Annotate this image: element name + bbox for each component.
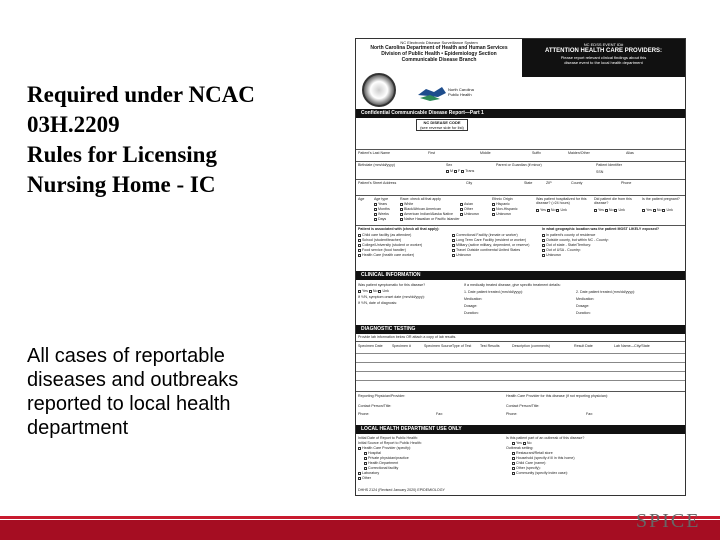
race-other: Other [460, 207, 473, 211]
assoc-healthcare: Health Care (health care worker) [362, 253, 415, 257]
field-state: State [524, 181, 533, 185]
lhd-initial-date: Initial Date of Report to Public Health: [358, 436, 418, 440]
clin-med1: Medication: [464, 297, 483, 301]
lhd-laboratory: Laboratory [358, 471, 379, 475]
diag-row-3 [356, 371, 685, 380]
clin-dose2: Dosage: [576, 304, 590, 308]
field-first: First [428, 151, 435, 155]
field-guardian: Parent or Guardian (if minor) [496, 163, 542, 167]
field-last-name: Patient's Last Name [358, 151, 391, 155]
accent-stripe-top [0, 516, 720, 519]
field-age-type: Age type [374, 197, 389, 201]
clin-date2: 2. Date patient treated (mm/dd/yyyy): [576, 290, 636, 294]
phys-reporting: Reporting Physician/Provider: [358, 394, 406, 398]
attention-title: ATTENTION HEALTH CARE PROVIDERS: [544, 48, 663, 54]
field-zip: ZIP [546, 181, 552, 185]
disease-code-label: NC DISEASE CODE [423, 120, 461, 125]
top-left-note: NC Electronic Disease Surveillance System [400, 40, 478, 45]
ethnic-nonhispanic: Non-Hispanic [492, 207, 518, 211]
lhd-setting: Outbreak setting: [506, 446, 534, 450]
sex-f: F [458, 169, 461, 173]
disease-code-box [416, 119, 468, 131]
logo-text-2: Public Health [448, 92, 472, 97]
diagnostic-bar: DIAGNOSTIC TESTING [356, 325, 685, 334]
dob-row [356, 161, 685, 177]
field-race: Race: check all that apply [400, 197, 441, 201]
age-years: Years [374, 202, 387, 206]
hcp-phone: Phone: [506, 412, 518, 416]
form-header-left [356, 39, 522, 109]
geo-nc: Outside county, but within NC - County: [546, 238, 609, 242]
hcp-label: Health Care Provider for this disease (if not reporting physician): [506, 394, 609, 398]
phys-phone: Phone: [358, 412, 370, 416]
field-pregnant: Is the patient pregnant? [642, 197, 680, 201]
sex-options [446, 169, 474, 173]
pregnant-yn: Yes No Unk [642, 208, 673, 212]
diag-note: Provide lab information below OR attach a copy of lab results. [358, 335, 457, 339]
field-street: Patient's Street Address [358, 181, 397, 185]
col-lab-name: Lab Name—City/State [614, 344, 650, 348]
assoc-label: Patient is associated with (check all that apply): [358, 227, 440, 231]
clinical-row [356, 281, 685, 323]
patient-name-row [356, 149, 685, 159]
diag-row-2 [356, 362, 685, 371]
clin-symptomatic: Was patient symptomatic for this disease? [358, 283, 426, 287]
dept-line-1: North Carolina Department of Health and Human Services [370, 45, 508, 51]
body-line-3: reported to local health [27, 393, 231, 415]
field-maiden: Maiden/Other [568, 151, 590, 155]
lhd-healthdept: Health Department [364, 461, 398, 465]
clin-treatment: If a medically treated disease, give specific treatment details: [464, 283, 561, 287]
body-line-2: diseases and outbreaks [27, 369, 239, 391]
lhd-childcare: Child Care (name): [512, 461, 546, 465]
field-died: Did patient die from this disease? [594, 197, 632, 205]
hcp-contact: Contact Person/Title: [506, 404, 540, 408]
hcp-fax: Fax: [586, 412, 593, 416]
field-alias: Alias [626, 151, 634, 155]
race-black: Black/African American [400, 207, 441, 211]
spice-logo: SPICE [636, 510, 701, 532]
geo-unknown: Unknown [546, 253, 561, 257]
col-result-date: Result Date [574, 344, 593, 348]
clin-med2: Medication: [576, 297, 595, 301]
lhd-restaurant: Restaurant/Retail store [512, 451, 553, 455]
diag-row-4 [356, 380, 685, 389]
lhd-initial-source: Initial Source of Report to Public Health: [358, 441, 422, 445]
field-phone: Phone [621, 181, 632, 185]
assoc-ltcf: Long Term Care Facility (resident or worker) [456, 238, 527, 242]
lhd-bar: LOCAL HEALTH DEPARTMENT USE ONLY [356, 425, 685, 434]
clin-date1: 1. Date patient treated (mm/dd/yyyy): [464, 290, 524, 294]
attention-box [522, 39, 685, 77]
address-row [356, 179, 685, 193]
col-test-results: Test Results [480, 344, 500, 348]
body-line-4: department [27, 417, 129, 439]
demographics-row [356, 195, 685, 223]
geo-state: Out of state - State/Territory: [546, 243, 592, 247]
col-specimen-source: Specimen Source [424, 344, 453, 348]
died-yn: Yes No Unk [594, 208, 625, 212]
age-weeks: Weeks [374, 212, 389, 216]
lhd-other-setting: Other (specify): [512, 466, 541, 470]
assoc-college: College/University (student or worker) [362, 243, 423, 247]
geo-county: In patient's county of residence [546, 233, 596, 237]
geo-country: Out of USA - Country: [546, 248, 581, 252]
clin-onset: If Y/N, symptom onset date (mm/dd/yyyy): [358, 295, 425, 299]
field-age: Age [358, 197, 365, 201]
dept-line-2: Division of Public Health • Epidemiology Section [381, 51, 497, 57]
lhd-household: Household (specify # ill in this home) [512, 456, 575, 460]
race-asian: Asian [460, 202, 473, 206]
field-county: County [571, 181, 583, 185]
field-middle: Middle [480, 151, 491, 155]
nc-public-health-logo [416, 83, 476, 103]
col-description: Description (comments) [512, 344, 550, 348]
geo-label: In what geographic location was the patient MOST LIKELY exposed? [542, 227, 660, 231]
lhd-hospital: Hospital [364, 451, 381, 455]
accent-band [0, 520, 720, 540]
diag-row-1 [356, 353, 685, 362]
field-patient-id: Patient Identifier [596, 163, 622, 167]
field-hospitalized: Was patient hospitalized for this disease? (>24 hours) [536, 197, 587, 205]
title-line-4: Nursing Home - IC [27, 172, 216, 197]
footer-code: DHHS 2124 (Revised January 2020) EPIDEMIOLOGY [358, 488, 445, 492]
attention-text-1: Please report relevant clinical findings about this [560, 55, 647, 60]
field-suffix: Suffix [532, 151, 541, 155]
state-seal-icon [362, 73, 396, 107]
phys-contact: Contact Person/Title: [358, 404, 392, 408]
lhd-outbreak: Is this patient part of an outbreak of this disease? [506, 436, 585, 440]
assoc-food: Food service (food handler) [362, 248, 406, 252]
col-specimen-date: Specimen Date [358, 344, 383, 348]
body-line-1: All cases of reportable [27, 345, 225, 367]
phys-fax: Fax: [436, 412, 443, 416]
clin-dur1: Duration: [464, 311, 479, 315]
race-aian: American Indian/Alaska Native [400, 212, 453, 216]
title-line-2: 03H.2209 [27, 112, 120, 137]
race-nhpi: Native Hawaiian or Pacific Islander [400, 217, 460, 221]
ethnic-hispanic: Hispanic [492, 202, 510, 206]
report-form-image [355, 38, 686, 496]
field-sex: Sex [446, 163, 453, 167]
clinical-bar: CLINICAL INFORMATION [356, 271, 685, 280]
age-months: Months [374, 207, 390, 211]
assoc-unknown: Unknown [456, 253, 471, 257]
age-days: Days [374, 217, 386, 221]
lhd-hcp: Health Care Provider (specify): [358, 446, 411, 450]
race-white: White [400, 202, 413, 206]
sex-m: M [450, 169, 453, 173]
lhd-outbreak-yn: Yes No [512, 441, 531, 445]
slide-title [27, 80, 327, 200]
field-birthdate: Birthdate (mm/dd/yyyy) [358, 163, 395, 167]
assoc-correctional: Correctional Facility (inmate or worker) [456, 233, 518, 237]
clin-yn: Yes No Unk [358, 289, 389, 293]
title-line-1: Required under NCAC [27, 82, 255, 107]
sex-trans: Trans [465, 169, 475, 173]
attention-text-2: disease event to the local health department [564, 60, 643, 65]
lhd-community: Community (specify index case): [512, 471, 568, 475]
field-ethnic: Ethnic Origin [492, 197, 513, 201]
race-unknown: Unknown [460, 212, 479, 216]
dept-line-3: Communicable Disease Branch [401, 57, 477, 63]
disease-code-sub: (see reverse side for list) [420, 125, 464, 130]
field-city: City [466, 181, 473, 185]
field-ssn: SSN [596, 170, 604, 174]
lhd-correctional: Correctional facility [364, 466, 398, 470]
clin-diagnosis: If Y/N, date of diagnosis: [358, 301, 398, 305]
report-title-bar: Confidential Communicable Disease Report—Part 1 [356, 109, 685, 118]
title-line-3: Rules for Licensing [27, 142, 217, 167]
clin-dur2: Duration: [576, 311, 591, 315]
col-specimen-num: Specimen # [392, 344, 411, 348]
slide-body [27, 344, 327, 440]
diag-header-row [356, 341, 685, 353]
hosp-yn: Yes No Unk [536, 208, 567, 212]
lhd-other: Other [358, 476, 371, 480]
top-right-note: NC EDSS EVENT ID# [583, 42, 624, 47]
assoc-school: School (student/teacher) [362, 238, 402, 242]
physician-row [356, 391, 685, 421]
lhd-row [356, 434, 685, 490]
ethnic-unknown: Unknown [492, 212, 511, 216]
clin-dose1: Dosage: [464, 304, 478, 308]
col-test-type: Type of Test [452, 344, 472, 348]
assoc-travel: Travel Outside continental United States [456, 248, 521, 252]
association-row [356, 225, 685, 261]
lhd-private: Private physician/practice [364, 456, 409, 460]
assoc-military: Military (active military, dependent, or reserve) [456, 243, 530, 247]
logo-text-1: North Carolina [448, 87, 474, 92]
assoc-childcare: Child care facility (as attendee) [362, 233, 412, 237]
